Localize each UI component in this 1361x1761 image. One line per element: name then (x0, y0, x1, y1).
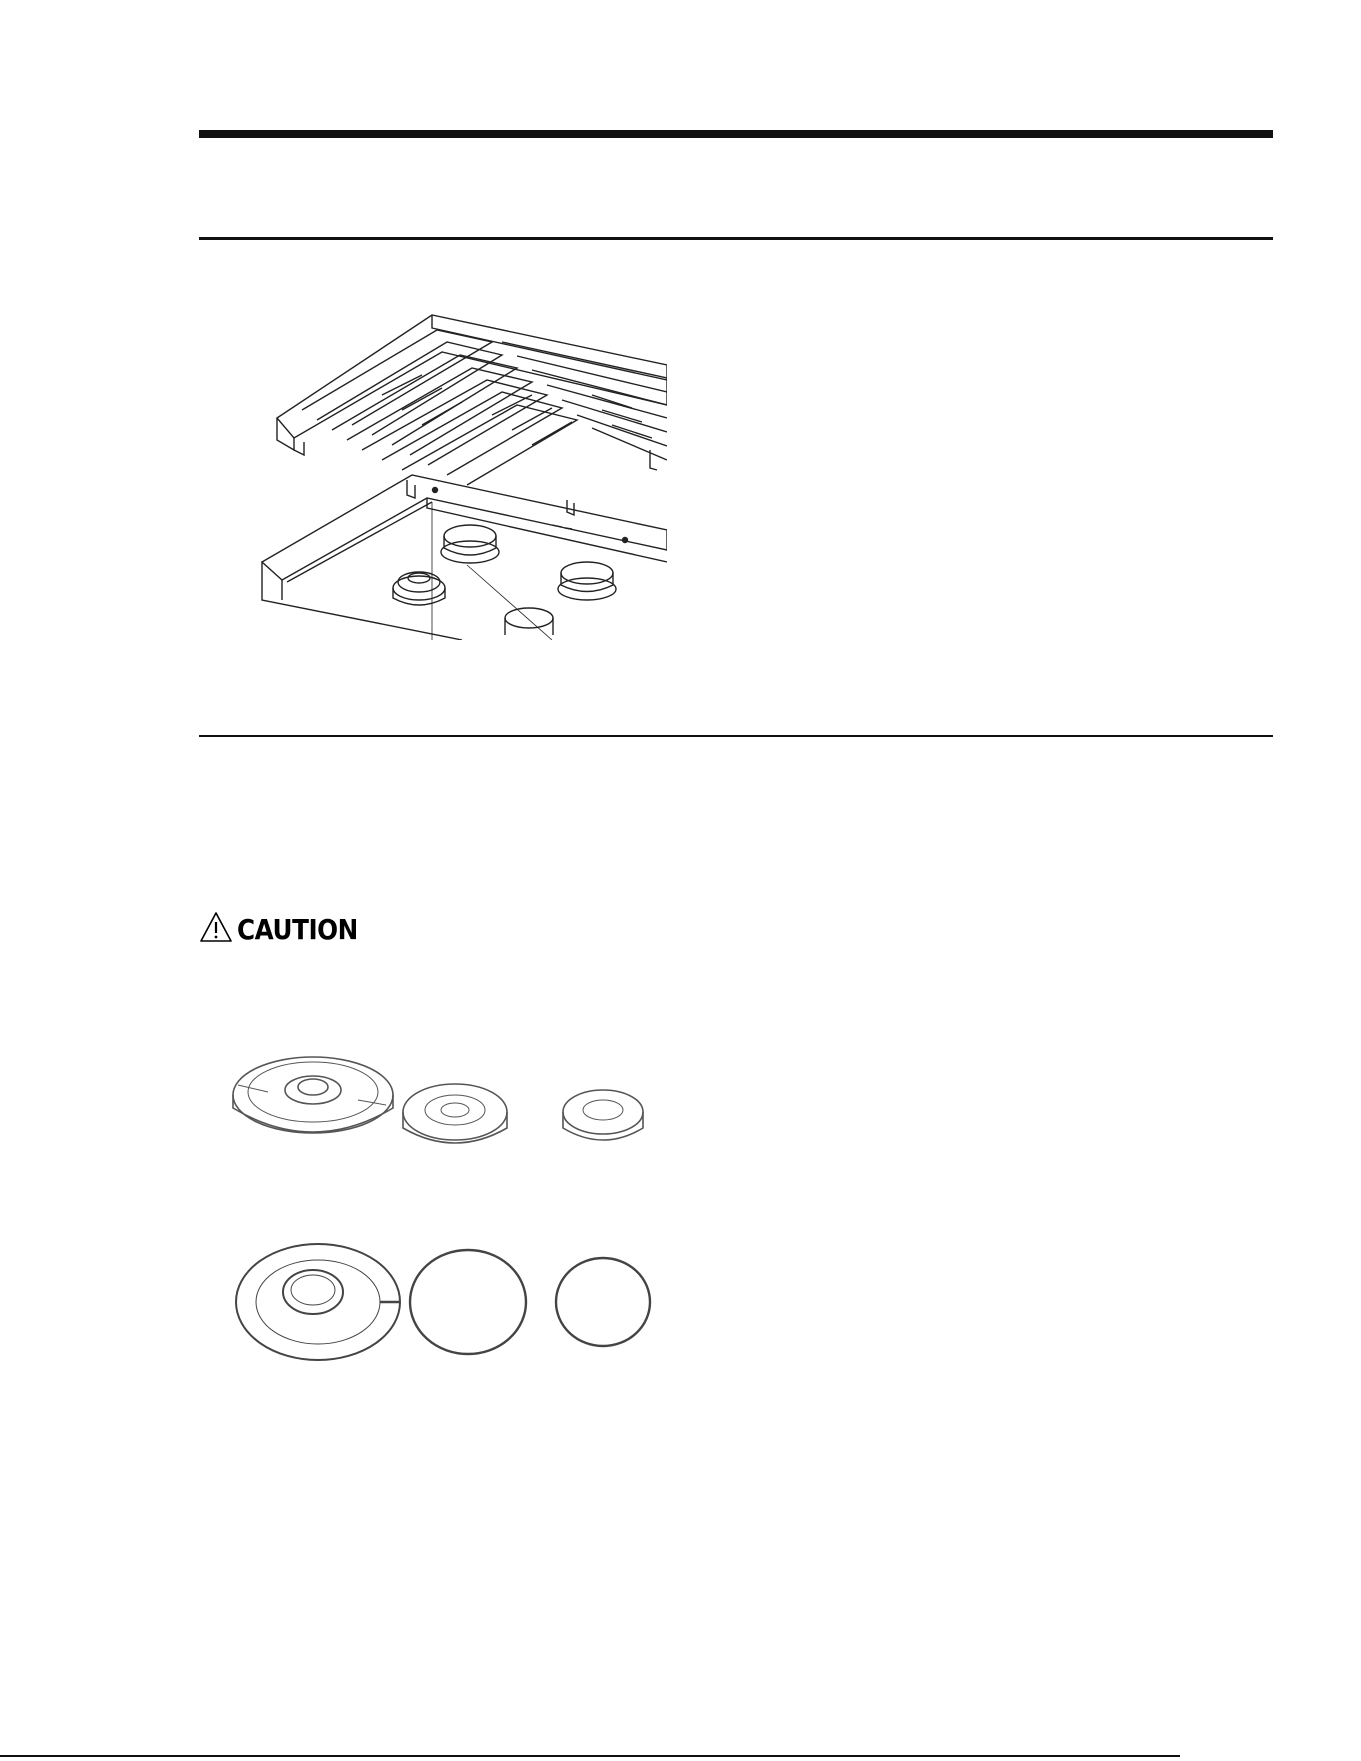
large-cap-outline-icon (236, 1244, 400, 1360)
caution-label: CAUTION (237, 912, 358, 946)
medium-cap-outline-icon (410, 1250, 526, 1354)
small-cap-outline-icon (556, 1258, 650, 1346)
burner-icon (558, 562, 616, 600)
header-rule-thick (199, 130, 1273, 138)
small-burner-cap-icon (563, 1090, 643, 1140)
section-rule-top (199, 237, 1273, 240)
grate-icon (277, 315, 667, 515)
burner-cap-outlines-illustration (228, 1240, 653, 1365)
cooktop-frame-icon (262, 475, 667, 640)
burner-icon (505, 608, 553, 635)
cooktop-grates-illustration (232, 300, 667, 640)
large-burner-cap-icon (233, 1057, 393, 1133)
caution-heading (199, 910, 374, 948)
medium-burner-cap-icon (403, 1084, 507, 1143)
footer-rule (0, 1755, 1180, 1757)
warning-triangle-icon (199, 911, 233, 948)
burner-icon (441, 525, 499, 563)
burner-caps-illustration (228, 1050, 653, 1160)
burner-icon (393, 572, 445, 605)
section-rule-bottom (199, 735, 1273, 737)
